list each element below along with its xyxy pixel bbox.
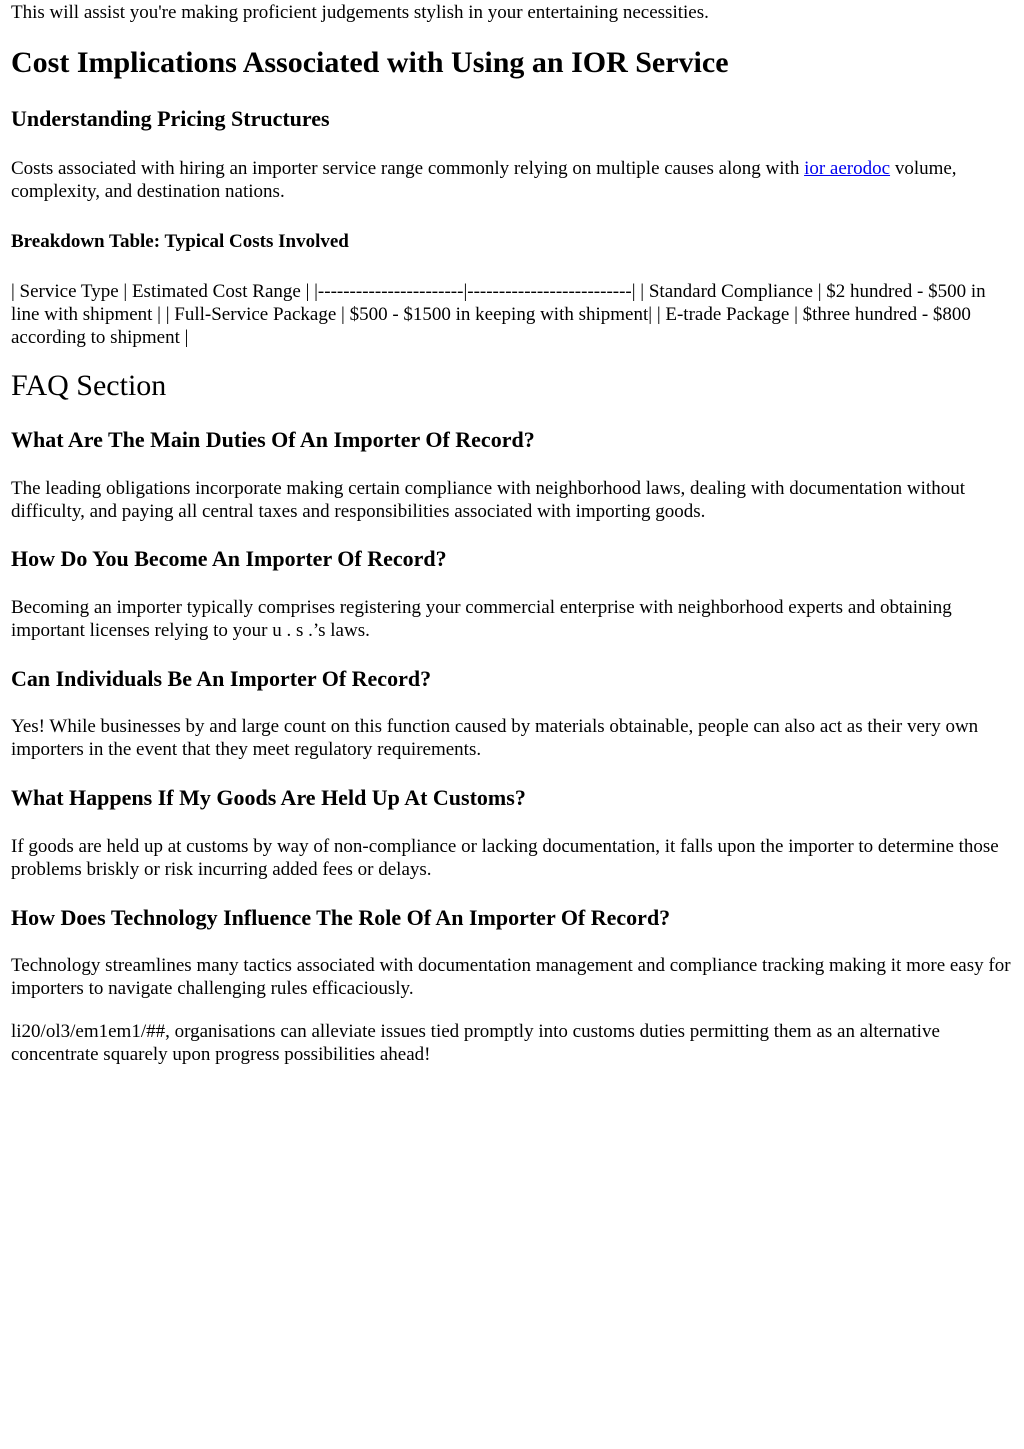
faq-question: What Happens If My Goods Are Held Up At Customs? [11,785,526,810]
faq-answer: The leading obligations incorporate making certain compliance with neighborhood laws, dealing with documentation without difficulty, and paying all central taxes and responsibilities associated with importing goods. [11,478,965,522]
faq-question: Can Individuals Be An Importer Of Record? [11,666,432,691]
faq-answer: Technology streamlines many tactics associated with documentation management and compliance tracking making it more easy for importers to navigate challenging rules efficaciously. [11,955,1011,999]
faq-heading: FAQ Section [11,369,167,402]
intro-paragraph: This will assist you're making proficient judgements stylish in your entertaining necessities. [11,2,709,23]
pricing-paragraph [11,157,1014,203]
faq-answer: Becoming an importer typically comprises registering your commercial enterprise with neighborhood experts and obtaining important licenses relying to your u . s .’s laws. [11,597,952,641]
cost-section-heading: Cost Implications Associated with Using an IOR Service [11,46,729,79]
pricing-heading: Understanding Pricing Structures [11,106,330,131]
faq-answer: If goods are held up at customs by way of non-compliance or lacking documentation, it falls upon the importer to determine those problems briskly or risk incurring added fees or delays. [11,836,999,880]
ior-aerodoc-link[interactable]: ior aerodoc [804,158,891,179]
faq-question: How Does Technology Influence The Role Of An Importer Of Record? [11,905,671,930]
pricing-text-after: volume, complexity, and destination nations. [11,158,957,202]
closing-paragraph: li20/ol3/em1em1/##, organisations can alleviate issues tied promptly into customs duties permitting them as an alternative concentrate squarely upon progress possibilities ahead! [11,1021,940,1065]
pricing-text-before: Costs associated with hiring an importer service range commonly relying on multiple causes along with [11,158,805,179]
faq-question: What Are The Main Duties Of An Importer Of Record? [11,427,535,452]
faq-answer: Yes! While businesses by and large count on this function caused by materials obtainable, people can also act as their very own importers in the event that they meet regulatory requirements. [11,716,979,760]
breakdown-table-heading: Breakdown Table: Typical Costs Involved [11,231,349,252]
breakdown-table-text: | Service Type | Estimated Cost Range | |-----------------------|--------------------------| | Standard Compliance | $2 hundred - $500 in line with shipment | | Full-Service Package | $500 - $1500 in keeping with shipment| | E-trade Package | $three hundred - $800 according to shipment | [11,281,986,348]
faq-question: How Do You Become An Importer Of Record? [11,546,447,571]
article [0,1,1024,1066]
